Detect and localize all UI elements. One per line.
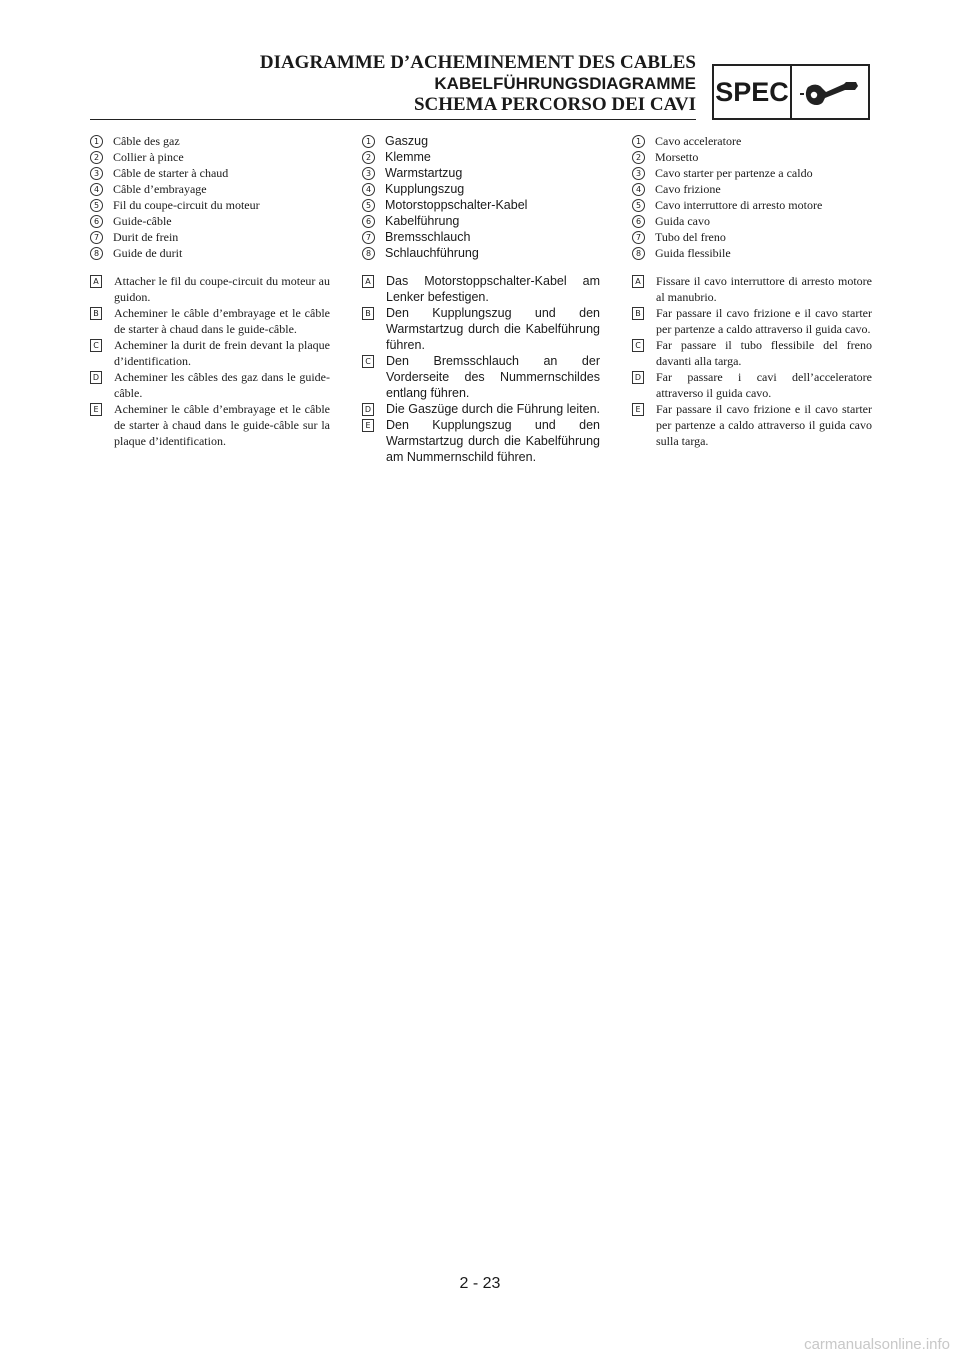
item-text: Guide-câble <box>113 214 172 228</box>
note-letter: D <box>632 371 644 384</box>
item-number: 6 <box>632 215 645 228</box>
list-item <box>90 197 330 213</box>
item-number: 2 <box>632 151 645 164</box>
item-text: Bremsschlauch <box>385 230 471 244</box>
list-item <box>362 245 600 261</box>
note-text: Fissare il cavo interruttore di arresto motore al manubrio. <box>656 274 872 304</box>
item-text: Kabelführung <box>385 214 460 228</box>
item-number: 3 <box>362 167 375 180</box>
note-text: Den Bremsschlauch an der Vorderseite des Nummernschildes entlang führen. <box>386 354 600 400</box>
item-text: Cavo interruttore di arresto motore <box>655 198 823 212</box>
item-text: Câble d’embrayage <box>113 182 207 196</box>
note-letter: C <box>90 339 102 352</box>
note-letter: E <box>632 403 644 416</box>
note-letter: C <box>362 355 374 368</box>
item-number: 8 <box>90 247 103 260</box>
note-letter: B <box>632 307 644 320</box>
note-letter: B <box>90 307 102 320</box>
note-text: Far passare il cavo frizione e il cavo starter per partenze a caldo attraverso il guida cavo. <box>656 306 872 336</box>
spec-label: SPEC <box>714 66 792 118</box>
note-item <box>90 401 330 449</box>
item-number: 2 <box>90 151 103 164</box>
note-item <box>632 337 872 369</box>
wrench-icon <box>800 74 862 112</box>
note-item <box>362 273 600 305</box>
note-text: Den Kupplungszug und den Warmstartzug durch die Kabelführung führen. <box>386 306 600 352</box>
note-letter: D <box>362 403 374 416</box>
list-item <box>632 133 872 149</box>
item-text: Morsetto <box>655 150 699 164</box>
item-text: Fil du coupe-circuit du moteur <box>113 198 260 212</box>
section-titles <box>260 52 696 115</box>
item-text: Klemme <box>385 150 431 164</box>
note-letter: D <box>90 371 102 384</box>
note-item <box>90 337 330 369</box>
note-text: Far passare il cavo frizione e il cavo starter per partenze a caldo attraverso il guida cavo sulla targa. <box>656 402 872 448</box>
item-number: 5 <box>632 199 645 212</box>
note-item <box>362 353 600 401</box>
item-number: 8 <box>632 247 645 260</box>
note-text: Die Gaszüge durch die Führung leiten. <box>386 402 601 416</box>
note-letter: A <box>90 275 102 288</box>
notes-list <box>362 273 600 465</box>
item-number: 8 <box>362 247 375 260</box>
item-text: Cavo starter per partenze a caldo <box>655 166 813 180</box>
list-item <box>362 165 600 181</box>
item-number: 7 <box>632 231 645 244</box>
item-number: 4 <box>90 183 103 196</box>
note-letter: B <box>362 307 374 320</box>
page-number: 2 - 23 <box>459 1275 501 1292</box>
list-item <box>632 165 872 181</box>
list-item <box>632 149 872 165</box>
item-number: 5 <box>90 199 103 212</box>
parts-list <box>90 133 330 261</box>
note-item <box>90 273 330 305</box>
header-rule <box>90 119 696 120</box>
item-text: Schlauchführung <box>385 246 479 260</box>
item-number: 1 <box>362 135 375 148</box>
item-number: 3 <box>90 167 103 180</box>
notes-list <box>632 273 872 449</box>
item-text: Câble des gaz <box>113 134 180 148</box>
note-item <box>632 369 872 401</box>
item-number: 6 <box>362 215 375 228</box>
list-item <box>362 229 600 245</box>
list-item <box>632 213 872 229</box>
item-text: Guida cavo <box>655 214 710 228</box>
list-item <box>362 133 600 149</box>
list-item <box>90 133 330 149</box>
item-text: Durit de frein <box>113 230 179 244</box>
list-item <box>362 213 600 229</box>
page-header <box>90 52 870 122</box>
item-number: 7 <box>90 231 103 244</box>
list-item <box>90 181 330 197</box>
list-item <box>632 245 872 261</box>
list-item <box>362 149 600 165</box>
note-item <box>90 369 330 401</box>
note-text: Den Kupplungszug und den Warmstartzug durch die Kabelführung am Nummernschild führen. <box>386 418 600 464</box>
list-item <box>90 229 330 245</box>
item-number: 6 <box>90 215 103 228</box>
list-item <box>632 197 872 213</box>
list-item <box>90 149 330 165</box>
column-german <box>362 133 600 465</box>
item-number: 7 <box>362 231 375 244</box>
item-number: 2 <box>362 151 375 164</box>
list-item <box>362 181 600 197</box>
column-french <box>90 133 330 449</box>
list-item <box>632 229 872 245</box>
item-text: Guide de durit <box>113 246 183 260</box>
list-item <box>90 245 330 261</box>
title-it: SCHEMA PERCORSO DEI CAVI <box>413 94 696 115</box>
note-letter: A <box>362 275 374 288</box>
note-text: Attacher le fil du coupe-circuit du moteur au guidon. <box>114 274 330 304</box>
note-item <box>632 273 872 305</box>
notes-list <box>90 273 330 449</box>
note-text: Far passare il tubo flessibile del freno davanti alla targa. <box>656 338 872 368</box>
item-number: 3 <box>632 167 645 180</box>
item-number: 1 <box>90 135 103 148</box>
note-text: Acheminer les câbles des gaz dans le guide-câble. <box>114 370 330 400</box>
item-text: Kupplungszug <box>385 182 465 196</box>
watermark: carmanualsonline.info <box>804 1336 950 1353</box>
note-item <box>362 401 600 417</box>
item-number: 4 <box>362 183 375 196</box>
item-text: Cavo acceleratore <box>655 134 742 148</box>
note-text: Acheminer la durit de frein devant la plaque d’identification. <box>114 338 330 368</box>
item-text: Gaszug <box>385 134 429 148</box>
item-number: 4 <box>632 183 645 196</box>
note-text: Far passare i cavi dell’acceleratore attraverso il guida cavo. <box>656 370 872 400</box>
note-item <box>632 305 872 337</box>
column-italian <box>632 133 872 449</box>
title-de: KABELFÜHRUNGSDIAGRAMME <box>434 74 696 93</box>
note-letter: C <box>632 339 644 352</box>
item-number: 5 <box>362 199 375 212</box>
list-item <box>90 165 330 181</box>
list-item <box>362 197 600 213</box>
title-fr: DIAGRAMME D’ACHEMINEMENT DES CABLES <box>259 52 696 73</box>
list-item <box>632 181 872 197</box>
item-text: Cavo frizione <box>655 182 721 196</box>
item-text: Tubo del freno <box>655 230 726 244</box>
note-letter: A <box>632 275 644 288</box>
note-letter: E <box>362 419 374 432</box>
note-letter: E <box>90 403 102 416</box>
spec-badge <box>712 64 870 120</box>
item-text: Câble de starter à chaud <box>113 166 229 180</box>
item-text: Collier à pince <box>113 150 184 164</box>
note-text: Acheminer le câble d’embrayage et le câble de starter à chaud dans le guide-câble. <box>114 306 330 336</box>
note-text: Das Motorstoppschalter-Kabel am Lenker befestigen. <box>386 274 600 304</box>
list-item <box>90 213 330 229</box>
note-item <box>90 305 330 337</box>
note-item <box>362 305 600 353</box>
item-text: Motorstoppschalter-Kabel <box>385 198 528 212</box>
note-item <box>362 417 600 465</box>
item-text: Guida flessibile <box>655 246 731 260</box>
parts-list <box>362 133 600 261</box>
item-number: 1 <box>632 135 645 148</box>
parts-list <box>632 133 872 261</box>
note-text: Acheminer le câble d’embrayage et le câble de starter à chaud dans le guide-câble sur la plaque d’identification. <box>114 402 330 448</box>
note-item <box>632 401 872 449</box>
item-text: Warmstartzug <box>385 166 463 180</box>
